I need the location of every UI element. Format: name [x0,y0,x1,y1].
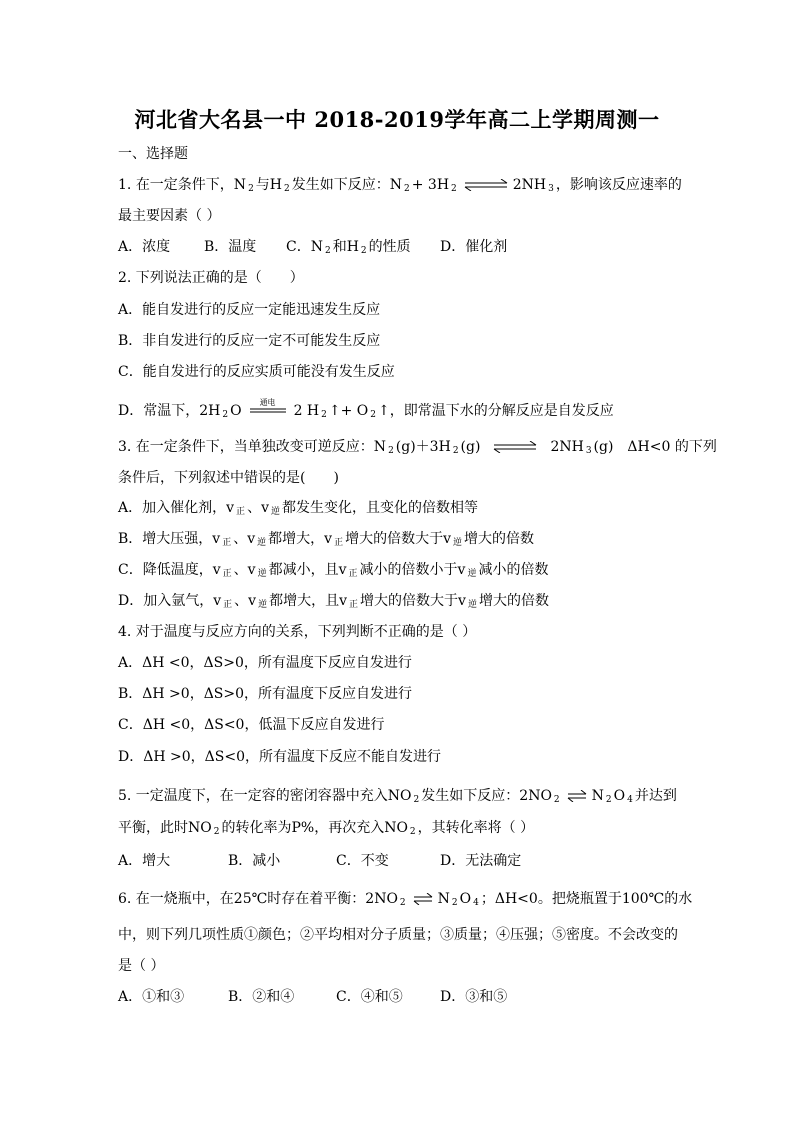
option-a[interactable]: A．增大 [118,853,171,869]
option-c[interactable]: C．N $_2$ 和H $_2$ 的性质 [286,239,411,256]
double-line-icon [248,407,288,415]
question-5-stem-line2: 平衡，此时NO $_2$ 的转化率为P%，再次充入NO $_2$ ，其转化率将（ ） [118,820,535,837]
question-2-option-a[interactable]: A．能自发进行的反应一定能迅速发生反应 [118,302,381,318]
question-2-stem: 2. 下列说法正确的是（ ） [118,270,304,286]
option-c[interactable]: C．④和⑤ [336,989,403,1005]
option-a[interactable]: A．①和③ [118,989,185,1005]
equilibrium-arrow-icon [412,893,434,905]
question-4-stem: 4. 对于温度与反应方向的关系，下列判断不正确的是（ ） [118,624,477,640]
question-3-option-a[interactable]: A．加入催化剂，v $_正$ 、v $_逆$ 都发生变化，且变化的倍数相等 [118,500,478,517]
question-3-stem: 3. 在一定条件下，当单独改变可逆反应：N $_2$ (g)＋3H $_2$ (g) 2NH $_3$ (g) ΔH<0 的下列 [118,439,717,456]
question-6-options [118,987,507,1007]
question-3-option-c[interactable]: C．降低温度，v $_正$ 、v $_逆$ 都减小，且v $_正$ 减小的倍数小于v $_逆$ 减小的倍数 [118,562,549,579]
option-d[interactable]: D．催化剂 [440,239,508,255]
question-1-options [118,237,507,261]
question-3-option-d[interactable]: D．加入氩气，v $_正$ 、v $_逆$ 都增大，且v $_正$ 增大的倍数大于v $_逆$ 增大的倍数 [118,593,549,610]
option-b[interactable]: B．减小 [228,853,281,869]
question-5-stem: 5. 一定温度下，在一定容的密闭容器中充入NO $_2$ 发生如下反应：2NO $_2$ N $_2$ O $_4$ 并达到 [118,788,677,805]
question-2-option-d[interactable]: D．常温下，2H $_2$ O 通电 2 H $_2$ ↑+ O $_2$ ↑，即常温下水的分解反应是自发反应 [118,398,614,420]
option-d[interactable]: D．无法确定 [440,853,522,869]
question-4-option-b[interactable]: B．ΔH >0，ΔS>0，所有温度下反应自发进行 [118,686,413,702]
question-3-stem-line2: 条件后，下列叙述中错误的是( ) [118,470,339,486]
question-2-option-b[interactable]: B．非自发进行的反应一定不可能发生反应 [118,333,381,349]
question-4-option-d[interactable]: D．ΔH >0，ΔS<0，所有温度下反应不能自发进行 [118,749,441,765]
equilibrium-arrow-icon [492,441,538,453]
option-a[interactable]: A．浓度 [118,239,171,255]
question-1-stem-line2: 最主要因素（ ） [118,208,221,224]
option-c[interactable]: C．不变 [336,853,389,869]
option-b[interactable]: B．②和④ [228,989,295,1005]
page-title: 河北省大名县一中 2018-2019学年高二上学期周测一 [134,107,660,132]
option-d[interactable]: D．③和⑤ [440,989,508,1005]
question-3-option-b[interactable]: B．增大压强，v $_正$ 、v $_逆$ 都增大，v $_正$ 增大的倍数大于v $_逆$ 增大的倍数 [118,531,535,548]
question-6-stem: 6. 在一烧瓶中，在25℃时存在着平衡：2NO $_2$ N $_2$ O $_4$ ；ΔH<0。把烧瓶置于100℃的水 [118,891,693,908]
option-b[interactable]: B．温度 [204,239,257,255]
question-2-option-c[interactable]: C．能自发进行的反应实质可能没有发生反应 [118,364,395,380]
reaction-condition: 通电 [248,401,288,421]
question-4-option-a[interactable]: A．ΔH <0，ΔS>0，所有温度下反应自发进行 [118,655,412,671]
equilibrium-arrow-icon [566,790,588,802]
section-heading: 一、选择题 [118,146,188,162]
equilibrium-arrow-icon [463,179,509,191]
question-5-options [118,851,521,871]
question-6-stem-line2: 中，则下列几项性质①颜色；②平均相对分子质量；③质量；④压强；⑤密度。不会改变的 [118,927,678,943]
question-6-stem-line3: 是（ ） [118,958,165,974]
question-4-option-c[interactable]: C．ΔH <0，ΔS<0，低温下反应自发进行 [118,717,385,733]
question-1-stem: 1. 在一定条件下，N $_2$ 与H $_2$ 发生如下反应：N $_2$ + 3H $_2$ 2NH $_3$ ，影响该反应速率的 [118,177,682,194]
